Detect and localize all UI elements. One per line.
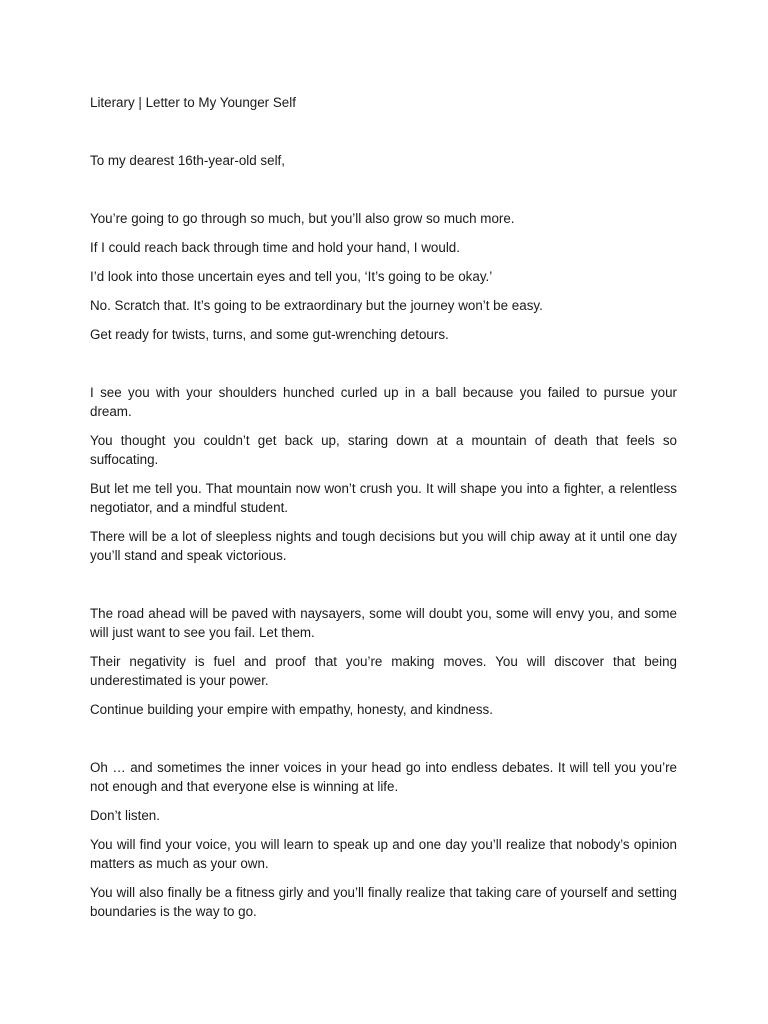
section-4 — [90, 758, 677, 921]
paragraph: I see you with your shoulders hunched curled up in a ball because you failed to pursue your dream. — [90, 385, 677, 419]
paragraph: I’d look into those uncertain eyes and tell you, ‘It’s going to be okay.’ — [90, 269, 493, 284]
paragraph: You’re going to go through so much, but you’ll also grow so much more. — [90, 211, 515, 226]
paragraph: Their negativity is fuel and proof that you’re making moves. You will discover that being underestimated is your power. — [90, 654, 677, 688]
document-header: Literary | Letter to My Younger Self — [90, 95, 296, 110]
paragraph: Continue building your empire with empathy, honesty, and kindness. — [90, 702, 493, 717]
document-body — [90, 93, 677, 921]
paragraph: There will be a lot of sleepless nights and tough decisions but you will chip away at it until one day you’ll stand and speak victorious. — [90, 529, 677, 563]
paragraph: Don’t listen. — [90, 808, 160, 823]
paragraph: Oh … and sometimes the inner voices in your head go into endless debates. It will tell you you’re not enough and that everyone else is winning at life. — [90, 760, 677, 794]
salutation: To my dearest 16th-year-old self, — [90, 153, 285, 168]
section-3 — [90, 604, 677, 719]
paragraph: You will find your voice, you will learn to speak up and one day you’ll realize that nobody’s opinion matters as much as your own. — [90, 837, 677, 871]
section-1 — [90, 209, 677, 344]
paragraph: If I could reach back through time and hold your hand, I would. — [90, 240, 460, 255]
section-2 — [90, 383, 677, 565]
paragraph: The road ahead will be paved with naysayers, some will doubt you, some will envy you, and some will just want to see you fail. Let them. — [90, 606, 677, 640]
paragraph: No. Scratch that. It’s going to be extraordinary but the journey won’t be easy. — [90, 298, 543, 313]
paragraph: But let me tell you. That mountain now won’t crush you. It will shape you into a fighter, a relentless negotiator, and a mindful student. — [90, 481, 677, 515]
paragraph: You thought you couldn’t get back up, staring down at a mountain of death that feels so suffocating. — [90, 433, 677, 467]
paragraph: You will also finally be a fitness girly and you’ll finally realize that taking care of yourself and setting boundaries is the way to go. — [90, 885, 677, 919]
paragraph: Get ready for twists, turns, and some gut-wrenching detours. — [90, 327, 449, 342]
